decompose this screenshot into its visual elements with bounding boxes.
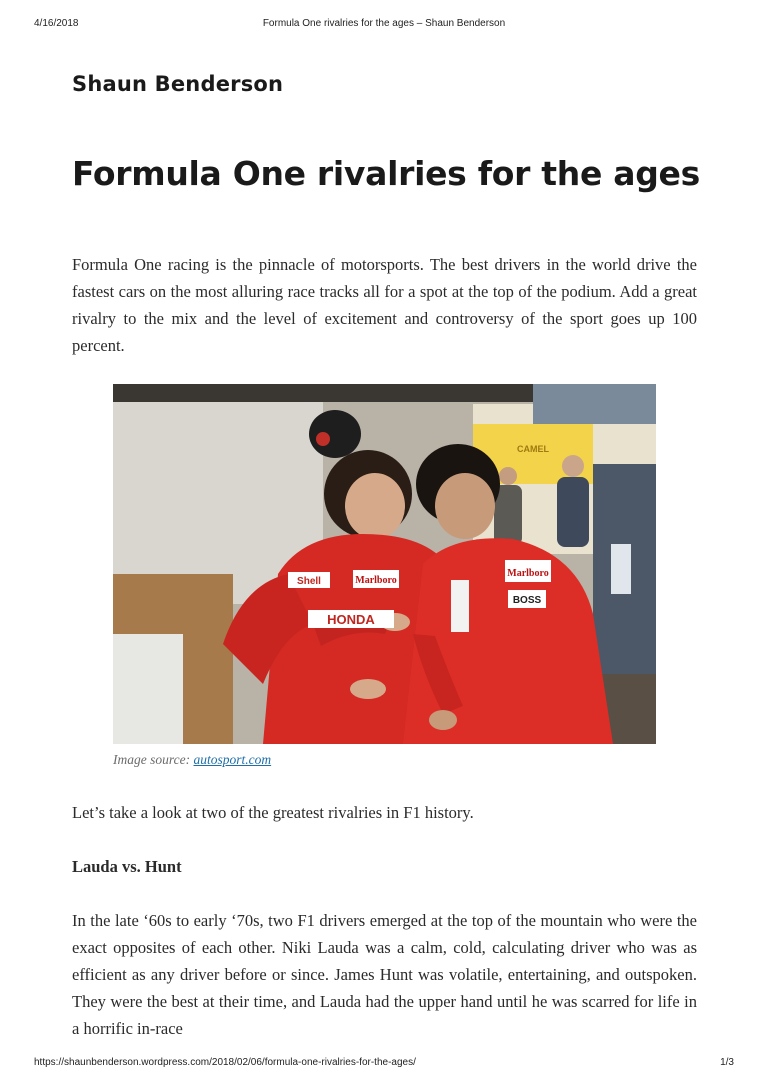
suit-patch-boss: BOSS: [512, 595, 542, 606]
print-header: [0, 18, 768, 32]
caption-prefix: Image source:: [113, 752, 194, 767]
suit-patch-marlboro-left: Marlboro: [355, 575, 397, 586]
suit-patch-shell: Shell: [297, 576, 321, 587]
drivers-photo: [113, 384, 656, 744]
section-paragraph: In the late ‘60s to early ‘70s, two F1 drivers emerged at the top of the mountain who were the exact opposites of each other. Niki Lauda was a calm, cold, calculating driver who was as efficient as any driver before or since. James Hunt was volatile, entertaining, and outspoken. They were the best at their time, and Lauda had the upper hand until he was scarred for life in a horrific in-race: [72, 911, 697, 1038]
background-banner: CAMEL: [517, 444, 549, 454]
print-url: https://shaunbenderson.wordpress.com/2018/02/06/formula-one-rivalries-for-the-ages/: [34, 1057, 416, 1068]
section-heading: Lauda vs. Hunt: [72, 857, 182, 876]
print-page-title: Formula One rivalries for the ages – Shaun Benderson: [262, 18, 506, 29]
suit-patch-marlboro-right: Marlboro: [507, 568, 549, 579]
caption-source-link[interactable]: autosport.com: [193, 752, 272, 767]
intro-paragraph: Formula One racing is the pinnacle of motorsports. The best drivers in the world drive the fastest cars on the most alluring race tracks all for a spot at the top of the podium. Add a great rivalry to the mix and the level of excitement and controversy of the sport goes up 100 percent.: [72, 255, 697, 355]
lead-in-paragraph: Let’s take a look at two of the greatest rivalries in F1 history.: [72, 803, 474, 822]
print-footer: [0, 1057, 768, 1071]
site-title[interactable]: Shaun Benderson: [72, 72, 284, 96]
suit-patch-honda: HONDA: [327, 612, 375, 627]
print-page-number: 1/3: [720, 1057, 734, 1068]
image-caption: [113, 752, 271, 768]
post-image: [113, 384, 656, 744]
print-date: 4/16/2018: [34, 18, 79, 29]
post-title: Formula One rivalries for the ages: [72, 154, 700, 193]
